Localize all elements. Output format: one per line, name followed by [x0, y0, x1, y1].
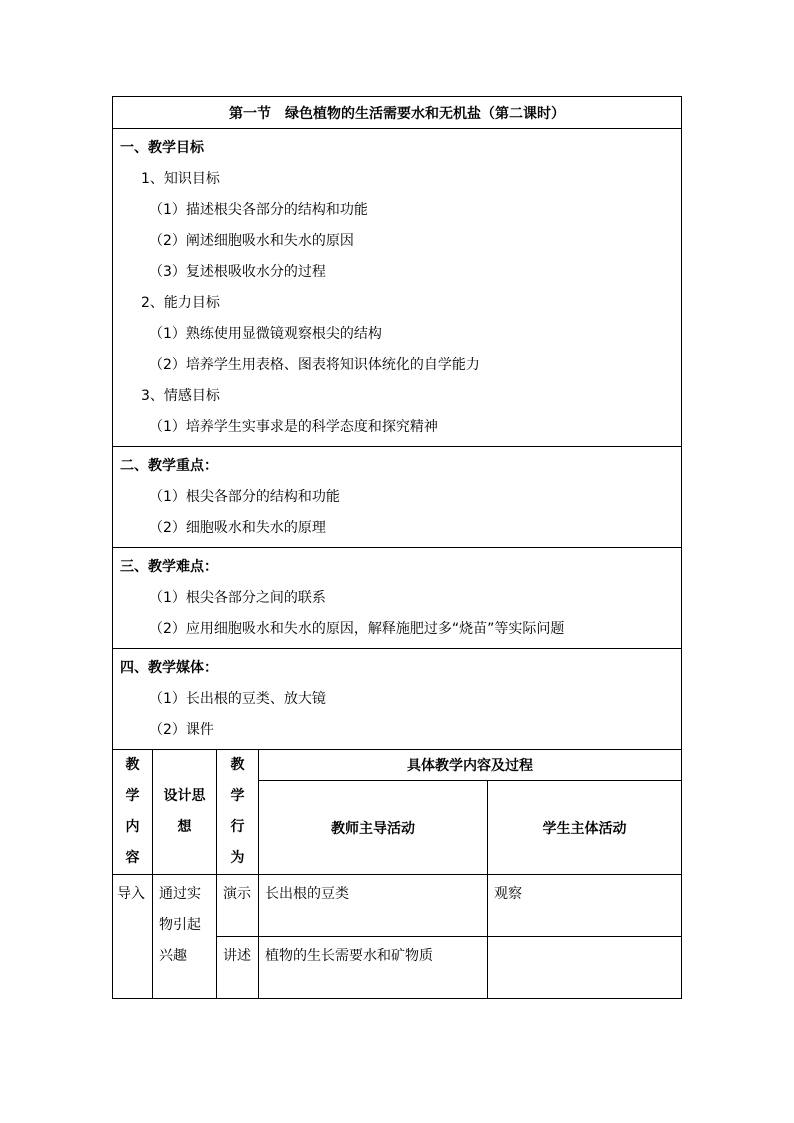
key-point-item: （2）细胞吸水和失水的原理	[149, 520, 326, 536]
process-header-row	[113, 750, 682, 781]
lesson-plan-table	[112, 96, 682, 999]
media-row	[113, 649, 682, 750]
objectives-section	[113, 129, 682, 447]
title-row	[113, 97, 682, 129]
student-activity-cell	[488, 937, 682, 999]
objective-item: （2）培养学生用表格、图表将知识体统化的自学能力	[149, 357, 480, 373]
col-header-student: 学生主体活动	[488, 781, 682, 875]
objective-item: （1）熟练使用显微镜观察根尖的结构	[149, 326, 382, 342]
teacher-activity-cell: 植物的生长需要水和矿物质	[259, 937, 488, 999]
objectives-heading: 一、教学目标	[120, 140, 204, 156]
objective-group-label: 3、情感目标	[141, 388, 220, 404]
key-point-item: （1）根尖各部分的结构和功能	[149, 489, 340, 505]
col-header-teacher: 教师主导活动	[259, 781, 488, 875]
media-section	[113, 649, 682, 750]
objective-item: （1）培养学生实事求是的科学态度和探究精神	[149, 419, 438, 435]
key-points-row	[113, 447, 682, 548]
difficulties-row	[113, 548, 682, 649]
objective-item: （3）复述根吸收水分的过程	[149, 264, 326, 280]
behavior-cell: 讲述	[217, 937, 259, 999]
difficulties-section	[113, 548, 682, 649]
objective-group-label: 1、知识目标	[141, 171, 220, 187]
table-row	[113, 875, 682, 937]
col-header-content: 教学内容	[113, 750, 153, 875]
difficulty-item: （2）应用细胞吸水和失水的原因，解释施肥过多“烧苗”等实际问题	[149, 621, 565, 637]
media-item: （1）长出根的豆类、放大镜	[149, 691, 326, 707]
document-title: 第一节 绿色植物的生活需要水和无机盐（第二课时）	[113, 97, 682, 129]
objectives-row	[113, 129, 682, 447]
col-header-specific: 具体教学内容及过程	[259, 750, 682, 781]
media-item: （2）课件	[149, 722, 214, 738]
behavior-cell: 演示	[217, 875, 259, 937]
teacher-activity-cell: 长出根的豆类	[259, 875, 488, 937]
key-points-section	[113, 447, 682, 548]
difficulties-heading: 三、教学难点：	[120, 559, 218, 575]
difficulty-item: （1）根尖各部分之间的联系	[149, 590, 326, 606]
content-cell: 导入	[113, 875, 153, 999]
student-activity-cell: 观察	[488, 875, 682, 937]
key-points-heading: 二、教学重点：	[120, 458, 218, 474]
design-cell: 通过实物引起兴趣	[153, 875, 217, 999]
col-header-design: 设计思想	[153, 750, 217, 875]
objective-group-label: 2、能力目标	[141, 295, 220, 311]
objective-item: （1）描述根尖各部分的结构和功能	[149, 202, 368, 218]
media-heading: 四、教学媒体：	[120, 660, 218, 676]
objective-item: （2）阐述细胞吸水和失水的原因	[149, 233, 354, 249]
col-header-behavior: 教学行为	[217, 750, 259, 875]
